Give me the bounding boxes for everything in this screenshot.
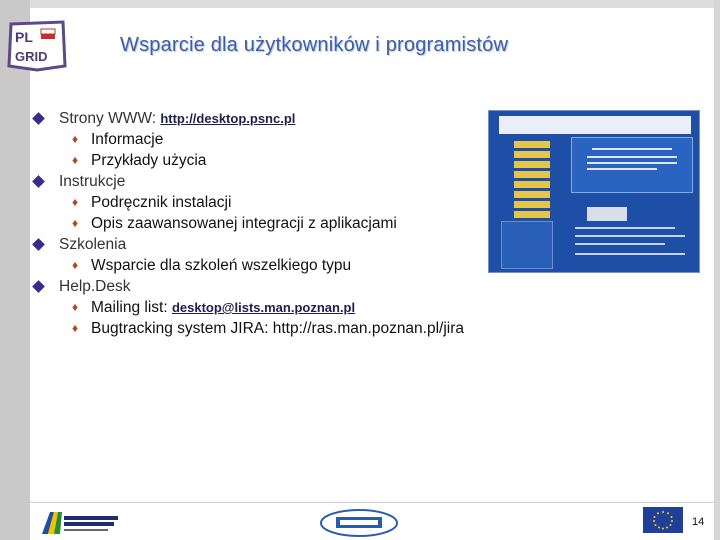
sub-bullet-text: Podręcznik instalacji bbox=[91, 194, 232, 211]
sub-bullet-icon: ♦ bbox=[72, 153, 79, 167]
diamond-bullet-icon bbox=[32, 175, 45, 188]
svg-text:GRID: GRID bbox=[15, 49, 48, 64]
sub-bullet-text: Informacje bbox=[91, 131, 164, 148]
screenshot-card bbox=[571, 137, 693, 193]
bullet-text: Szkolenia bbox=[59, 236, 127, 253]
sub-bullet-icon: ♦ bbox=[72, 321, 79, 335]
right-decor-band bbox=[714, 0, 720, 540]
screenshot-header bbox=[499, 116, 691, 134]
sub-bullet-text: Bugtracking system JIRA: http://ras.man.poznan.pl/jira bbox=[91, 320, 465, 337]
bullet-text: Instrukcje bbox=[59, 173, 126, 190]
sub-bullet-item bbox=[32, 129, 502, 150]
sub-bullet-text: Opis zaawansowanej integracji z aplikacjami bbox=[91, 215, 397, 232]
mailing-list-link[interactable]: desktop@lists.man.poznan.pl bbox=[171, 300, 356, 315]
website-link[interactable]: http://desktop.psnc.pl bbox=[160, 111, 296, 126]
sub-bullet-icon: ♦ bbox=[72, 132, 79, 146]
sub-bullet-icon: ♦ bbox=[72, 195, 79, 209]
sub-bullet-icon: ♦ bbox=[72, 216, 79, 230]
bullet-text: Help.Desk bbox=[59, 278, 131, 295]
sub-bullet-text: Mailing list: bbox=[91, 299, 172, 316]
bullet-text: Strony WWW: bbox=[59, 110, 161, 127]
left-decor-band bbox=[0, 0, 30, 540]
diamond-bullet-icon bbox=[32, 238, 45, 251]
sub-bullet-item bbox=[32, 297, 502, 318]
bullet-item bbox=[32, 234, 502, 255]
innowacyjna-gospodarka-logo bbox=[40, 508, 120, 536]
bullet-list bbox=[32, 108, 502, 339]
eu-flag-icon bbox=[643, 507, 683, 533]
screenshot-menu bbox=[514, 141, 550, 231]
footer-divider bbox=[30, 502, 714, 503]
bullet-item bbox=[32, 171, 502, 192]
sub-bullet-item bbox=[32, 192, 502, 213]
sub-bullet-item bbox=[32, 318, 502, 339]
slide-title: Wsparcie dla użytkowników i programistów bbox=[120, 34, 509, 56]
diamond-bullet-icon bbox=[32, 112, 45, 125]
sub-bullet-icon: ♦ bbox=[72, 300, 79, 314]
plgrid-logo bbox=[5, 20, 69, 72]
website-screenshot-image bbox=[488, 110, 700, 273]
bullet-item bbox=[32, 276, 502, 297]
sub-bullet-text: Przykłady użycia bbox=[91, 152, 207, 169]
screenshot-news-box bbox=[501, 221, 553, 269]
poznan-logo bbox=[318, 508, 400, 538]
sub-bullet-item bbox=[32, 150, 502, 171]
sub-bullet-text: Wsparcie dla szkoleń wszelkiego typu bbox=[91, 257, 352, 274]
bullet-item bbox=[32, 108, 502, 129]
svg-text:PL: PL bbox=[15, 29, 33, 45]
page-number: 14 bbox=[692, 516, 705, 528]
diamond-bullet-icon bbox=[32, 280, 45, 293]
screenshot-thumbnail bbox=[587, 207, 627, 221]
sub-bullet-item bbox=[32, 255, 502, 276]
sub-bullet-icon: ♦ bbox=[72, 258, 79, 272]
top-decor-band bbox=[30, 0, 714, 8]
sub-bullet-item bbox=[32, 213, 502, 234]
